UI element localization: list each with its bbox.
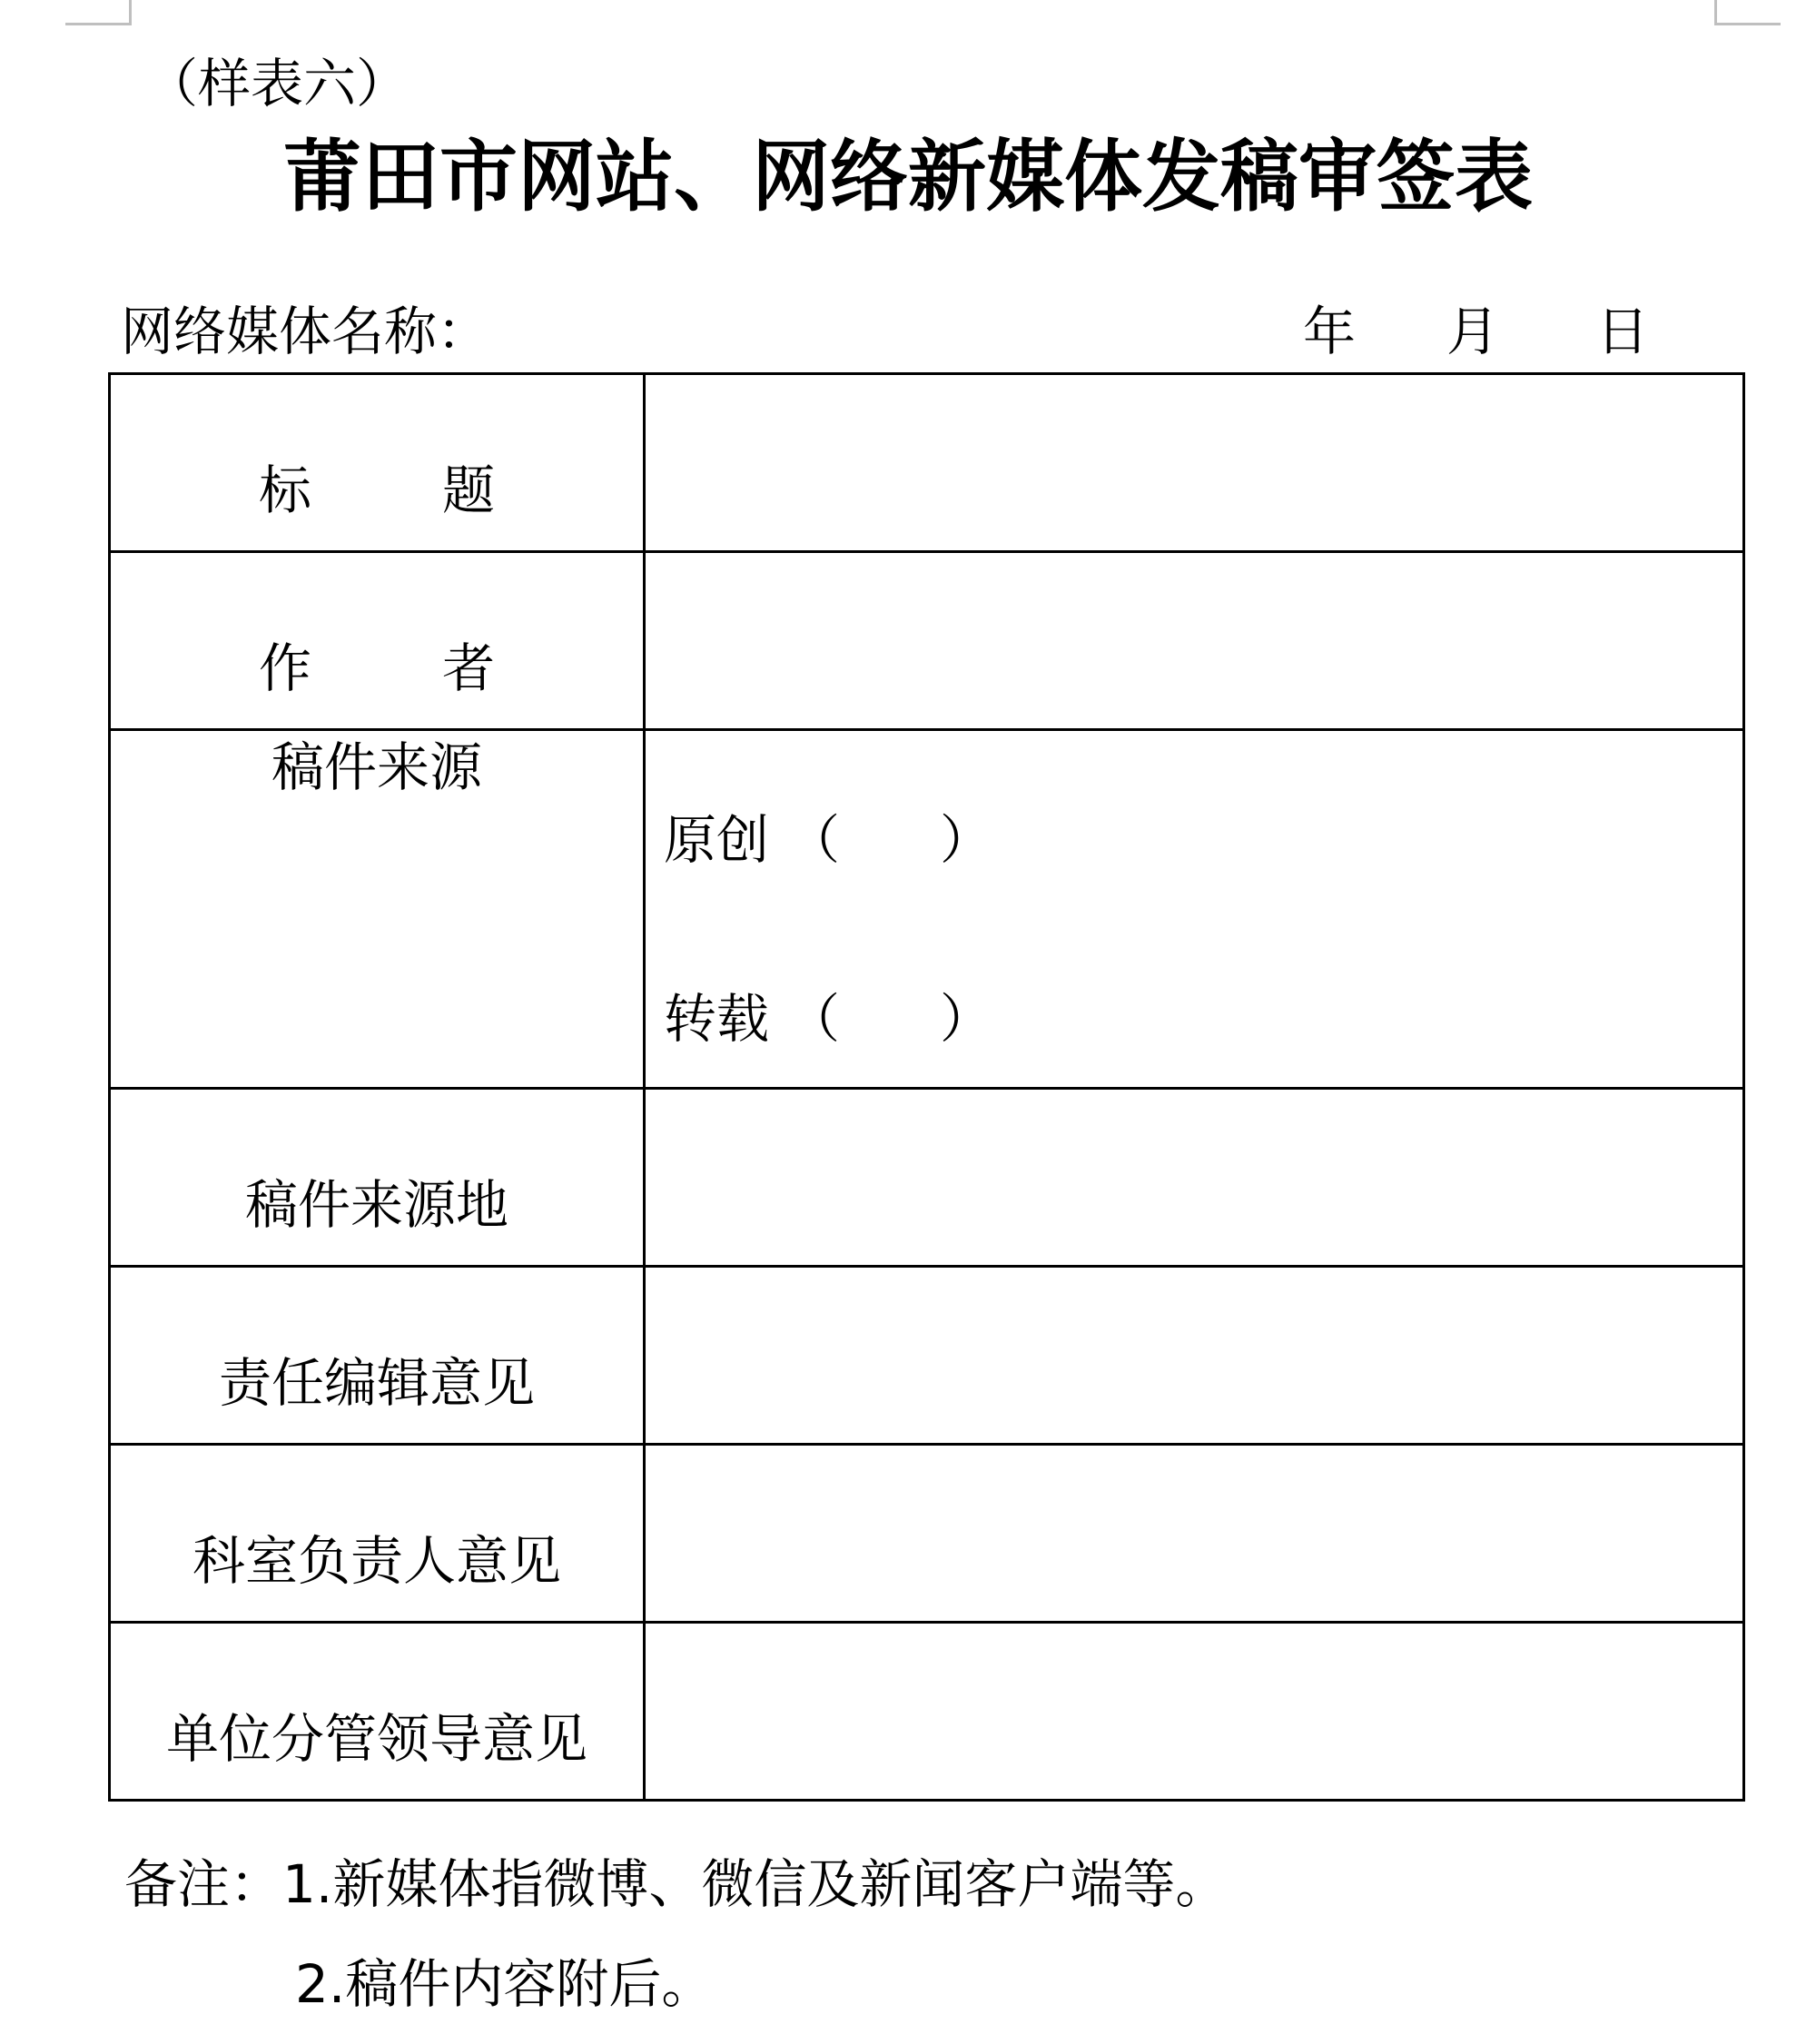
editor-opinion-label: 责任编辑意见: [110, 1267, 645, 1445]
date-month-label: 月: [1446, 301, 1500, 362]
author-label: [259, 632, 495, 705]
date-day-label: 日: [1596, 301, 1650, 362]
document-title: 莆田市网站、网络新媒体发稿审签表: [283, 131, 1533, 222]
editor-opinion-value-cell[interactable]: [645, 1267, 1744, 1445]
title-label: [259, 454, 495, 527]
source-origin-value-cell[interactable]: [645, 1089, 1744, 1267]
source-value-cell: [645, 730, 1744, 1089]
author-value-cell[interactable]: [645, 552, 1744, 730]
title-label-cell: [110, 374, 645, 552]
table-row-leader-opinion: [110, 1623, 1744, 1801]
page-corner-mark-right: [1714, 0, 1781, 25]
leader-opinion-label: 单位分管领导意见: [110, 1623, 645, 1801]
media-name-label: 网络媒体名称：: [121, 301, 490, 362]
review-sign-table: [108, 372, 1745, 1802]
note-line-1: 备注：1.新媒体指微博、微信及新闻客户端等。: [124, 1853, 1229, 1915]
author-label-char-2: 者: [441, 637, 495, 699]
source-option-original[interactable]: [664, 804, 992, 876]
source-original-paren-close: ）: [940, 809, 993, 871]
note-line-2: 2.稿件内容附后。: [295, 1953, 715, 2015]
leader-opinion-value-cell[interactable]: [645, 1623, 1744, 1801]
table-row-title: [110, 374, 1744, 552]
source-repost-paren-close: ）: [940, 988, 993, 1050]
title-label-char-2: 题: [441, 459, 495, 521]
source-option-repost[interactable]: [664, 983, 992, 1055]
section-head-opinion-label: 科室负责人意见: [110, 1445, 645, 1623]
author-label-cell: [110, 552, 645, 730]
source-original-label: 原创: [664, 809, 770, 871]
source-label: 稿件来源: [271, 736, 482, 798]
source-repost-paren-open: （: [787, 988, 841, 1050]
table-row-author: [110, 552, 1744, 730]
table-row-section-head-opinion: [110, 1445, 1744, 1623]
table-row-source-origin: [110, 1089, 1744, 1267]
source-origin-label: 稿件来源地: [110, 1089, 645, 1267]
source-repost-label: 转载: [664, 988, 770, 1050]
source-original-paren-open: （: [787, 809, 841, 871]
title-value-cell[interactable]: [645, 374, 1744, 552]
author-label-char-1: 作: [259, 637, 312, 699]
page-corner-mark-left: [65, 0, 132, 25]
date-year-label: 年: [1303, 301, 1357, 362]
source-label-cell: [110, 730, 645, 1089]
form-sample-label: （样表六）: [145, 53, 410, 114]
title-label-char-1: 标: [259, 459, 312, 521]
section-head-opinion-value-cell[interactable]: [645, 1445, 1744, 1623]
table-row-editor-opinion: [110, 1267, 1744, 1445]
source-options: [646, 731, 1742, 1087]
table-row-source: [110, 730, 1744, 1089]
